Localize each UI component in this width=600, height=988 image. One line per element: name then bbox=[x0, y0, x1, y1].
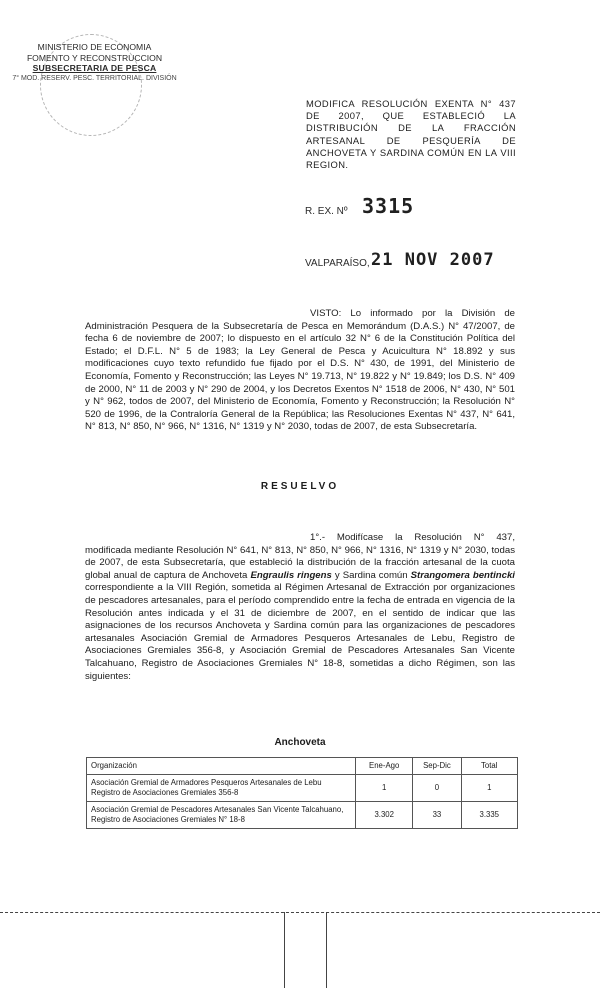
resolution-number-stamp: 3315 bbox=[362, 194, 415, 218]
cell-ene-ago: 1 bbox=[356, 775, 413, 802]
col-total: Total bbox=[461, 758, 517, 775]
cell-sep-dic: 0 bbox=[413, 775, 461, 802]
cell-organization: Asociación Gremial de Pescadores Artesanales San Vicente Talcahuano, Registro de Asociaciones Gremiales N° 18-8 bbox=[87, 802, 356, 829]
cell-sep-dic: 33 bbox=[413, 802, 461, 829]
table-row bbox=[87, 775, 518, 802]
letterhead-ministry-2: FOMENTO Y RECONSTRUCCION bbox=[26, 52, 163, 63]
col-sep-dic: Sep-Dic bbox=[413, 758, 461, 775]
letterhead-undersecretary: SUBSECRETARIA DE PESCA bbox=[32, 63, 157, 73]
letterhead-division: 7° MOD. RESERV. PESC. TERRITORIAL. DIVISIÓN bbox=[12, 74, 177, 82]
visto-paragraph: VISTO: Lo informado por la División de Administración Pesquera de la Subsecretaría de Pesca en Memorándum (D.A.S.) N° 47/2007, de fecha 6 de noviembre de 2007; lo dispuesto en el artículo 32 N° 6 de la Constitución Política del Estado; el D.F.L. N° 5 de 1983; la Ley General de Pesca y Acuicultura N° 18.892 y sus modificaciones cuyo texto refundido fue fijado por el D.S. N° 430, de 1991, del Ministerio de Economía, Fomento y Reconstrucción; las Leyes N° 19.713, N° 19.822 y N° 19.849; los D.S. N° 409 de 2000, N° 11 de 2003 y N° 290 de 2004, y los Decretos Exentos N° 1518 de 2006, N° 430, N° 501 y N° 962, todos de 2007, del Ministerio de Economía, Fomento y Reconstrucción; la Resolución N° 520 de 1996, de la Contraloría General de la República; las Resoluciones Exentas N° 437, N° 641, N° 813, N° 850, N° 966, N° 1316, N° 1319 y N° 2030, todas de 2007, de esta Subsecretaría. bbox=[85, 308, 515, 433]
page-fold-line-right bbox=[326, 912, 327, 988]
document-subject: MODIFICA RESOLUCIÓN EXENTA N° 437 DE 2007, QUE ESTABLECIÓ LA DISTRIBUCIÓN DE LA FRACCIÓN ARTESANAL DE PESQUERÍA DE ANCHOVETA Y SARDINA COMÚN EN LA VIII REGION. bbox=[306, 98, 516, 171]
page-fold-line-left bbox=[284, 912, 285, 988]
date-place: VALPARAÍSO, bbox=[305, 258, 370, 269]
date-stamp: 21 NOV 2007 bbox=[371, 250, 495, 270]
table-header-row bbox=[87, 758, 518, 775]
article-text-1: 1°.- Modifícase la Resolución N° 437, modificada mediante Resolución N° 641, N° 813, N° 850, N° 966, N° 1316, N° 1319 y N° 2030, todas de 2007, de esta Subsecretaría, que estableció la distribución de la fracción artesanal de la cuota global anual de captura de Anchoveta bbox=[85, 532, 515, 581]
col-organizacion: Organización bbox=[87, 758, 356, 775]
cell-organization: Asociación Gremial de Armadores Pesqueros Artesanales de Lebu Registro de Asociaciones Gremiales 356-8 bbox=[87, 775, 356, 802]
letterhead bbox=[12, 42, 177, 83]
letterhead-ministry: MINISTERIO DE ECONOMIA bbox=[37, 42, 152, 52]
table-title: Anchoveta bbox=[274, 737, 326, 748]
species-anchoveta: Engraulis ringens bbox=[250, 569, 332, 581]
species-sardina: Strangomera bentincki bbox=[410, 569, 515, 581]
cell-total: 1 bbox=[461, 775, 517, 802]
resolution-label: R. EX. Nº bbox=[305, 206, 348, 217]
table-row bbox=[87, 802, 518, 829]
cell-total: 3.335 bbox=[461, 802, 517, 829]
resuelvo-heading: RESUELVO bbox=[260, 481, 340, 492]
cell-ene-ago: 3.302 bbox=[356, 802, 413, 829]
article-1-paragraph bbox=[85, 532, 515, 683]
allocation-table bbox=[86, 757, 518, 829]
col-ene-ago: Ene-Ago bbox=[356, 758, 413, 775]
article-text-2: y Sardina común bbox=[331, 569, 411, 581]
page-edge-dashed bbox=[0, 912, 600, 913]
article-text-3: correspondiente a la VIII Región, sometida al Régimen Artesanal de Extracción por organizaciones de pescadores artesanales, para el período comprendido entre la fecha de entrada en vigencia de la Resolución antes indicada y el 31 de diciembre de 2007, en el sentido de indicar que las asignaciones de los recursos Anchoveta y Sardina común para las organizaciones de pescadores artesanales Asociación Gremial de Armadores Pesqueros Artesanales de Lebu, Registro de Asociaciones Gremiales 356-8, y Asociación Gremial de Pescadores Artesanales San Vicente Talcahuano, Registro de Asociaciones Gremiales N° 18-8, sometidas a dicho Régimen, son las siguientes: bbox=[85, 582, 515, 682]
